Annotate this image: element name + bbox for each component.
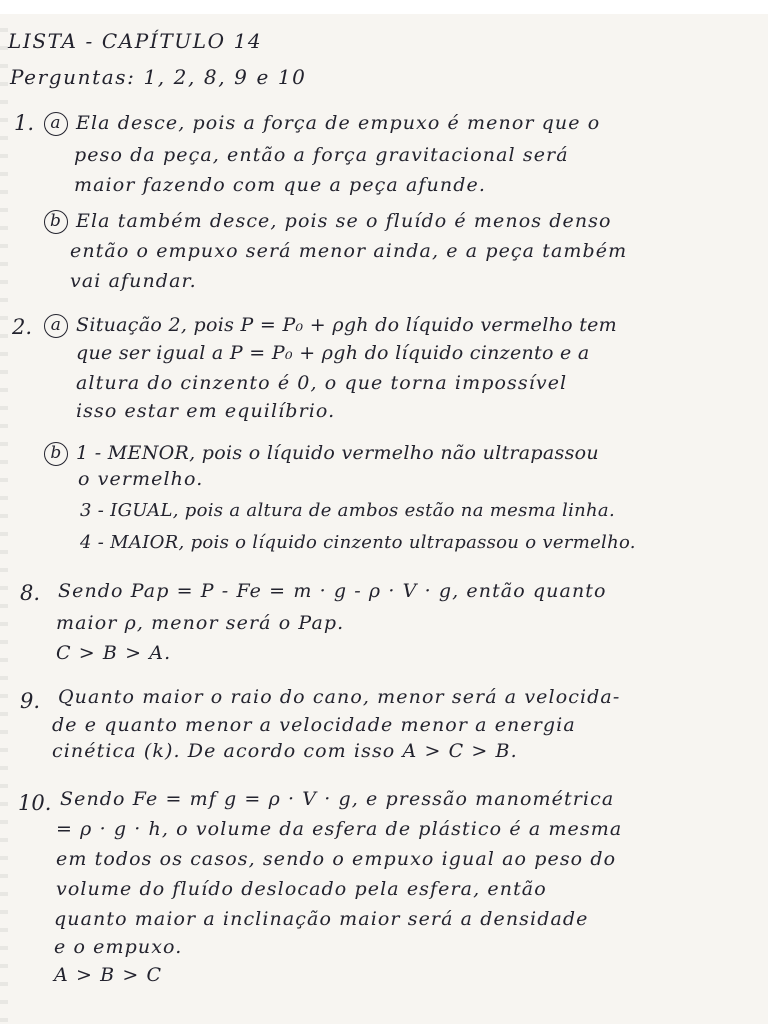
question-10-line-1: Sendo Fe = mf g = ρ · V · g, e pressão manométrica [60, 788, 615, 810]
question-2a-line-1: a Situação 2, pois P = P₀ + ρgh do líquido vermelho tem [44, 312, 617, 338]
answer-a-marker: a [44, 112, 68, 136]
question-2b-line-4: 4 - MAIOR, pois o líquido cinzento ultrapassou o vermelho. [80, 532, 636, 553]
question-2a-line-4: isso estar em equilíbrio. [76, 400, 336, 422]
notebook-page [0, 14, 768, 1024]
question-2b-line-1: b 1 - MENOR, pois o líquido vermelho não ultrapassou [44, 440, 599, 466]
question-2b-line-3: 3 - IGUAL, pois a altura de ambos estão na mesma linha. [80, 500, 615, 521]
page-title: LISTA - CAPÍTULO 14 [8, 29, 263, 53]
question-1b-line-3: vai afundar. [70, 270, 197, 292]
question-2b-line-2: o vermelho. [78, 468, 204, 490]
question-10-line-6: e o empuxo. [54, 936, 183, 958]
question-8-number: 8. [20, 581, 41, 605]
answer-a-marker: a [44, 314, 68, 338]
question-10-line-3: em todos os casos, sendo o empuxo igual ao peso do [56, 848, 617, 870]
question-10-number: 10. [18, 791, 52, 815]
question-9-number: 9. [20, 689, 41, 713]
question-1a-line-2: peso da peça, então a força gravitacional será [74, 144, 569, 166]
question-10-line-7: A > B > C [54, 964, 163, 986]
question-1b-line-2: então o empuxo será menor ainda, e a peça também [70, 240, 628, 262]
question-2-number: 2. [12, 315, 33, 339]
question-8-line-3: C > B > A. [56, 642, 172, 664]
question-2a-line-2: que ser igual a P = P₀ + ρgh do líquido cinzento e a [76, 342, 590, 364]
question-9-line-2: de e quanto menor a velocidade menor a energia [52, 714, 576, 736]
question-8-line-1: Sendo Pap = P - Fe = m · g - ρ · V · g, então quanto [58, 580, 607, 602]
question-10-line-2: = ρ · g · h, o volume da esfera de plástico é a mesma [56, 818, 623, 840]
question-1b-line-1: b Ela também desce, pois se o fluído é menos denso [44, 208, 612, 234]
answer-b-marker: b [44, 210, 68, 234]
question-10-line-4: volume do fluído deslocado pela esfera, então [56, 878, 547, 900]
questions-subtitle: Perguntas: 1, 2, 8, 9 e 10 [10, 65, 307, 89]
question-10-line-5: quanto maior a inclinação maior será a densidade [54, 908, 589, 930]
question-9-line-1: Quanto maior o raio do cano, menor será a velocida- [58, 686, 621, 708]
answer-b-marker: b [44, 442, 68, 466]
question-2a-line-3: altura do cinzento é 0, o que torna impossível [76, 372, 568, 394]
question-1-number: 1. [14, 111, 35, 135]
question-8-line-2: maior ρ, menor será o Pap. [56, 612, 345, 634]
question-1a-line-3: maior fazendo com que a peça afunde. [74, 174, 486, 196]
question-9-line-3: cinética (k). De acordo com isso A > C > B. [52, 740, 518, 762]
question-1a-line-1: a Ela desce, pois a força de empuxo é menor que o [44, 110, 600, 136]
